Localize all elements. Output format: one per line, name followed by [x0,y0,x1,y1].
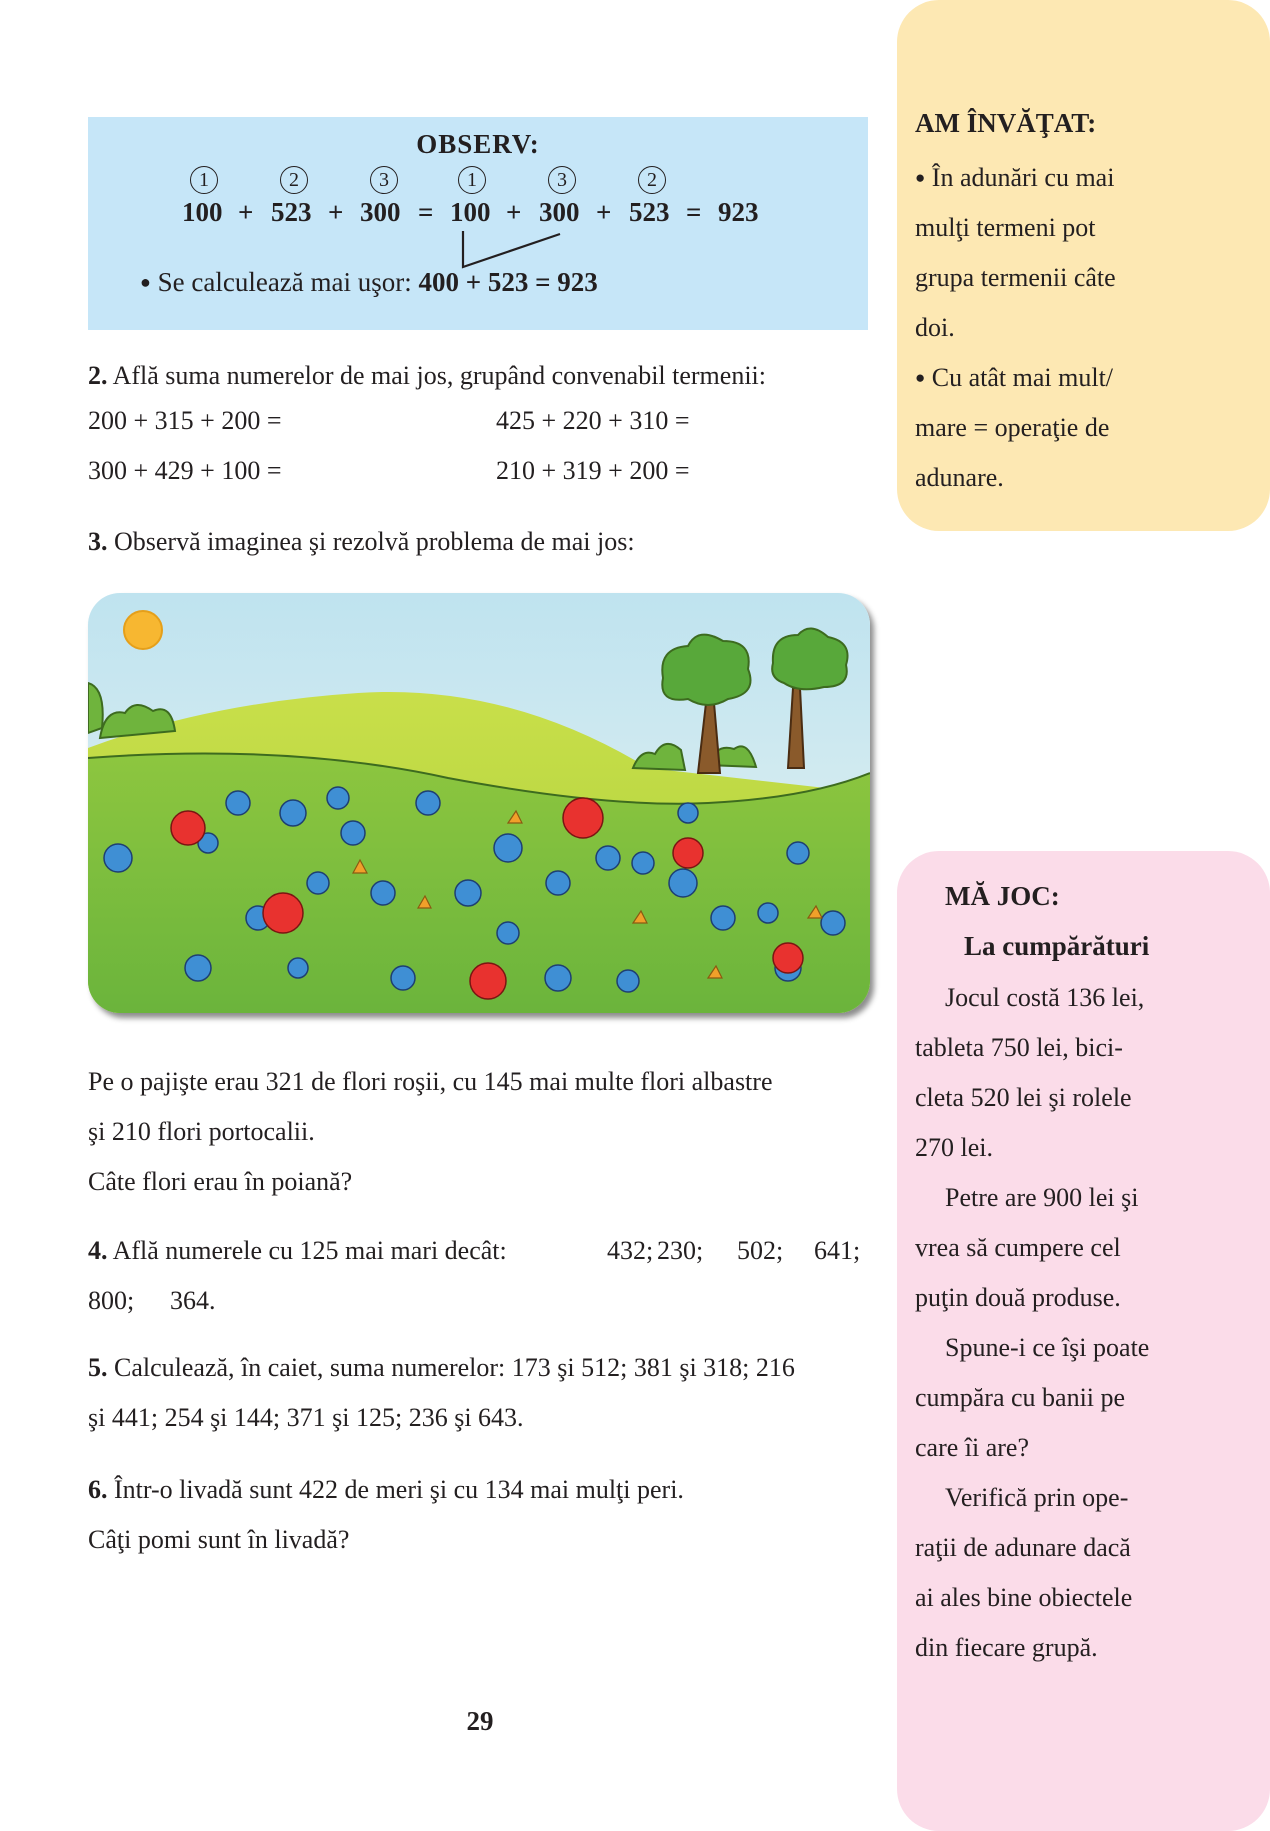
learned-line-text: În adunări cu mai [931,163,1115,192]
learned-panel [897,0,1270,531]
learned-text [915,153,1116,503]
equation-operator: + [238,197,254,227]
equation-operator: = [418,197,434,227]
equation-term: 523 [271,197,312,227]
exercise-3-question: Câte flori erau în poiană? [88,1167,353,1196]
bullet-icon: ● [915,368,926,387]
bullet-icon: ● [915,168,926,187]
equation-result: 923 [718,197,759,227]
equation-operator: + [328,197,344,227]
exercise-4-value: 800; [88,1286,135,1315]
equation-term: 100 [450,197,491,227]
play-subtitle: La cumpărături [964,931,1150,961]
exercise-number: 6. [88,1475,108,1504]
exercise-4-value: 502; [737,1236,784,1265]
exercise-4-value: 432; [607,1236,654,1265]
exercise-3-problem-line: Pe o pajişte erau 321 de flori roşii, cu 145 mai multe flori albastre [88,1067,773,1096]
instruction-text: Observă imaginea şi rezolvă problema de mai jos: [114,527,635,556]
learned-line: grupa termenii câte [915,263,1116,292]
grouping-lines [88,117,868,330]
observ-box [88,117,868,330]
play-line: Spune-i ce îşi poate [945,1333,1150,1362]
exercise-number: 4. [88,1236,108,1265]
equation-term: 300 [360,197,401,227]
learned-line: adunare. [915,463,1004,492]
play-line: cumpăra cu banii pe [915,1383,1126,1412]
equation-operator: + [596,197,612,227]
exercise-number: 5. [88,1353,108,1382]
exercise-2-instruction [88,360,766,391]
equation-operator: = [686,197,702,227]
learned-title: AM ÎNVĂŢAT: [915,108,1097,138]
play-panel [897,851,1270,1831]
equation-term: 523 [629,197,670,227]
learned-line [915,153,1116,203]
exercise-5-line: şi 441; 254 şi 144; 371 şi 125; 236 şi 643. [88,1403,524,1432]
play-line: cleta 520 lei şi rolele [915,1083,1132,1112]
observ-note-text: Se calculează mai uşor: [157,267,412,297]
exercise-2-item: 210 + 319 + 200 = [496,456,690,485]
circle-label: 3 [548,166,576,194]
observ-note [140,267,598,298]
play-title: MĂ JOC: [945,881,1060,911]
instruction-text: Într-o livadă sunt 422 de meri şi cu 134 mai mulţi peri. [114,1475,684,1504]
circle-label: 2 [280,166,308,194]
exercise-4-value: 364. [170,1286,216,1315]
play-line: ai ales bine obiectele [915,1583,1133,1612]
play-text [915,973,1149,1673]
exercise-number: 3. [88,527,108,556]
exercise-4-value: 230; [657,1236,704,1265]
learned-line [915,353,1116,403]
learned-line: doi. [915,313,955,342]
play-line: Petre are 900 lei şi [945,1183,1139,1212]
exercise-6-line [88,1474,684,1505]
instruction-text: Află suma numerelor de mai jos, grupând convenabil termenii: [112,361,766,390]
exercise-number: 2. [88,361,108,390]
sun-icon [124,611,162,649]
circle-label: 1 [458,166,486,194]
exercise-6-question: Câţi pomi sunt în livadă? [88,1525,350,1554]
exercise-5-line [88,1352,795,1383]
equation-term: 100 [182,197,223,227]
instruction-text: Află numerele cu 125 mai mari decât: [112,1236,507,1265]
circle-label: 3 [370,166,398,194]
play-line: care îi are? [915,1433,1030,1462]
play-line: 270 lei. [915,1133,993,1162]
page-number: 29 [466,1706,494,1736]
exercise-3-instruction [88,526,635,557]
meadow-illustration [88,593,870,1013]
equation-operator: + [506,197,522,227]
instruction-text: Calculează, în caiet, suma numerelor: 173 şi 512; 381 şi 318; 216 [114,1353,795,1382]
play-line: Jocul costă 136 lei, [945,983,1145,1012]
exercise-3-problem-line: şi 210 flori portocalii. [88,1117,315,1146]
play-line: din fiecare grupă. [915,1633,1098,1662]
play-line: raţii de adunare dacă [915,1533,1131,1562]
exercise-2-item: 300 + 429 + 100 = [88,456,282,485]
learned-line-text: Cu atât mai mult/ [931,363,1114,392]
play-line: puţin două produse. [915,1283,1121,1312]
exercise-4-instruction [88,1235,507,1266]
observ-title: OBSERV: [416,129,540,159]
circle-label: 1 [190,166,218,194]
observ-note-result: 400 + 523 = 923 [418,267,598,297]
play-line: vrea să cumpere cel [915,1233,1121,1262]
learned-line: mulţi termeni pot [915,213,1096,242]
bullet-icon: ● [140,272,151,292]
exercise-2-item: 200 + 315 + 200 = [88,406,282,435]
play-line: tableta 750 lei, bici- [915,1033,1123,1062]
learned-line: mare = operaţie de [915,413,1110,442]
exercise-4-value: 641; [814,1236,861,1265]
equation-term: 300 [539,197,580,227]
play-line: Verifică prin ope- [945,1483,1129,1512]
exercise-2-item: 425 + 220 + 310 = [496,406,690,435]
circle-label: 2 [638,166,666,194]
